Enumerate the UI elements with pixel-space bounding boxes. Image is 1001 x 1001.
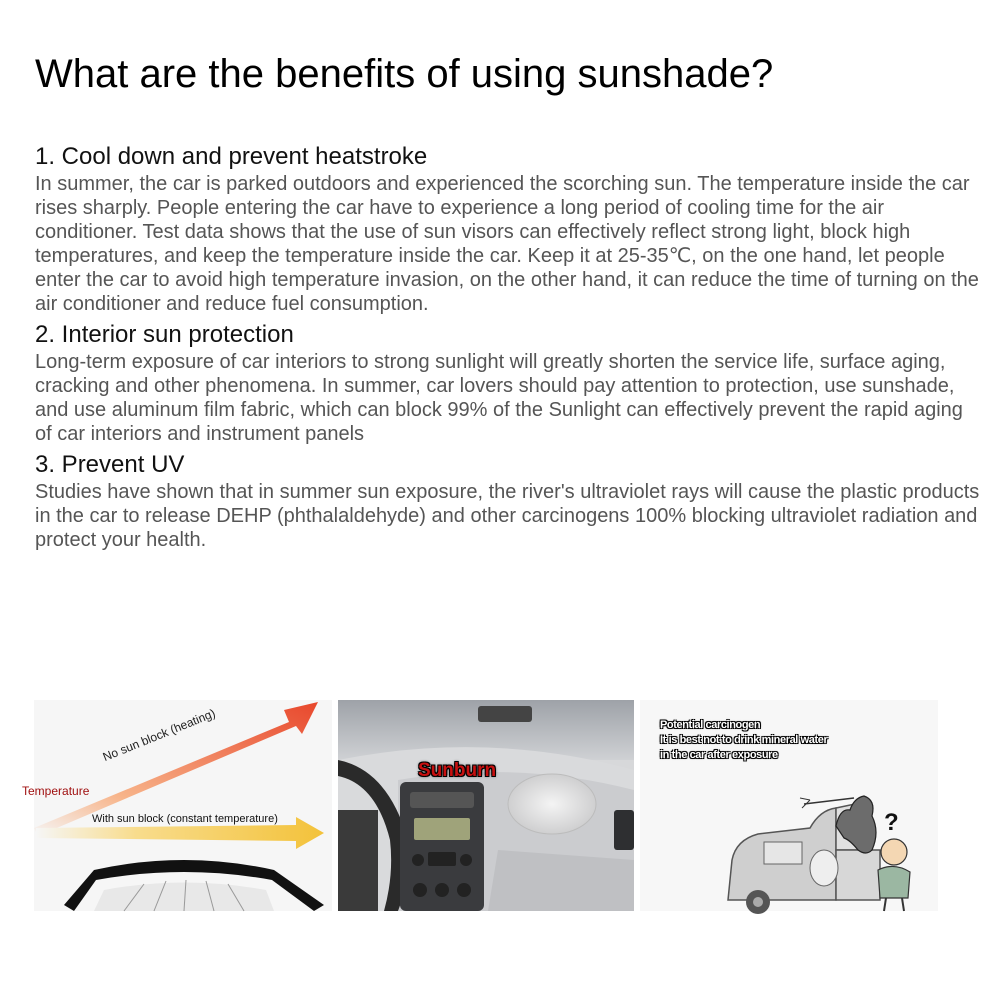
heating-label: No sun block (heating) [100,706,218,764]
constant-temperature-label: With sun block (constant temperature) [92,813,278,825]
page-title: What are the benefits of using sunshade? [35,52,774,96]
benefit-sections [35,142,985,556]
carcinogen-caption-line-3: in the car after exposure [660,749,778,761]
sunburn-label: Sunburn [418,760,497,781]
carcinogen-cartoon-image [640,700,938,911]
section-body-prevent-uv: Studies have shown that in summer sun exposure, the river's ultraviolet rays will cause the plastic products in the car to release DEHP (phthalaldehyde) and other carcinogens 100% blocking ultraviolet radiation and protect your health. [35,481,980,551]
sunburn-spot-icon [508,774,596,834]
section-body-interior-protection: Long-term exposure of car interiors to strong sunlight will greatly shorten the service life, surface aging, cracking and other phenomena. In summer, car lovers should pay attention to protection, use sunshade, and use aluminum film fabric, which can block 99% of the Sunlight can effectively prevent the rapid aging of car interiors and instrument panels [35,351,963,445]
carcinogen-caption [660,718,827,763]
section-heading-cool-down: 1. Cool down and prevent heatstroke [35,143,428,170]
person-icon [881,839,907,865]
section-body-cool-down: In summer, the car is parked outdoors and experienced the scorching sun. The temperature inside the car rises sharply. People entering the car have to experience a long period of cooling time for the air conditioner. Test data shows that the use of sun visors can effectively reflect strong light, block high temperatures, and keep the temperature inside the car. Keep it at 25-35℃, on the one hand, let people enter the car to avoid high temperature invasion, on the other hand, it can reduce the time of turning on the air conditioner and reduce fuel consumption. [35,173,979,315]
carcinogen-caption-line-2: It is best not to drink mineral water [660,734,828,746]
section-heading-prevent-uv: 3. Prevent UV [35,451,185,478]
temperature-label: Temperature [22,784,90,798]
illustration-strip [22,700,938,911]
section-heading-interior-protection: 2. Interior sun protection [35,321,294,348]
carcinogen-caption-line-1: Potential carcinogen [660,719,761,731]
question-mark-icon: ? [884,809,899,836]
dashboard-sunburn-image [338,700,634,911]
dashboard-illustration [338,700,634,911]
temperature-comparison-image [22,700,332,911]
